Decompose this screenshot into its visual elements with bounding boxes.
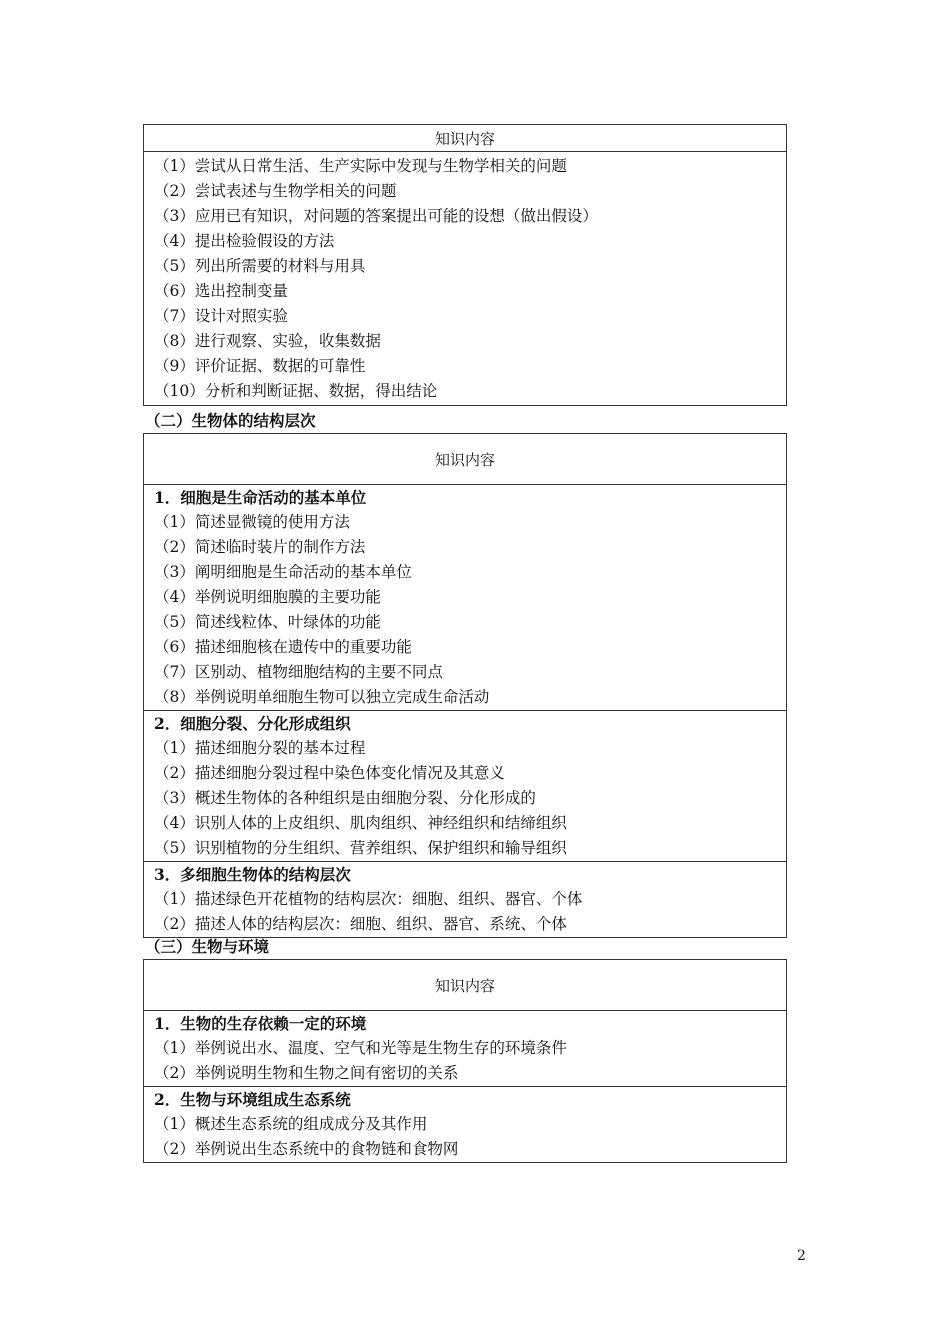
section-title: 1．生物的生存依赖一定的环境 xyxy=(154,1014,367,1033)
section-heading-structure: （二）生物体的结构层次 xyxy=(145,411,316,430)
list-item: （1）简述显微镜的使用方法 xyxy=(154,513,350,531)
list-item: （2）简述临时装片的制作方法 xyxy=(154,538,366,556)
list-item: （9）评价证据、数据的可靠性 xyxy=(154,357,366,375)
list-item: （1）尝试从日常生活、生产实际中发现与生物学相关的问题 xyxy=(154,157,567,175)
list-item: （5）简述线粒体、叶绿体的功能 xyxy=(154,613,381,631)
list-item: （3）应用已有知识，对问题的答案提出可能的设想（做出假设） xyxy=(154,207,598,225)
list-item: （4）举例说明细胞膜的主要功能 xyxy=(154,588,381,606)
list-item: （1）举例说出水、温度、空气和光等是生物生存的环境条件 xyxy=(154,1039,567,1057)
list-item: （8）进行观察、实验，收集数据 xyxy=(154,332,381,350)
table-section xyxy=(144,1011,786,1086)
inquiry-skills-table xyxy=(143,124,787,406)
list-item: （7）区别动、植物细胞结构的主要不同点 xyxy=(154,663,443,681)
structure-levels-table xyxy=(143,433,787,938)
table-header: 知识内容 xyxy=(144,125,786,152)
table-section xyxy=(144,485,786,710)
list-item: （2）举例说出生态系统中的食物链和食物网 xyxy=(154,1140,459,1158)
page-number: 2 xyxy=(797,1248,806,1264)
list-item: （8）举例说明单细胞生物可以独立完成生命活动 xyxy=(154,688,490,706)
list-item: （2）描述细胞分裂过程中染色体变化情况及其意义 xyxy=(154,764,505,782)
table-section xyxy=(144,710,786,861)
section-title: 2．细胞分裂、分化形成组织 xyxy=(154,714,351,733)
list-item: （6）选出控制变量 xyxy=(154,282,288,300)
section-title: 2．生物与环境组成生态系统 xyxy=(154,1090,351,1109)
section-title: 3．多细胞生物体的结构层次 xyxy=(154,865,351,884)
section-heading-environment: （三）生物与环境 xyxy=(145,937,270,956)
list-item: （5）识别植物的分生组织、营养组织、保护组织和输导组织 xyxy=(154,839,567,857)
list-item: （5）列出所需要的材料与用具 xyxy=(154,257,366,275)
list-item: （4）提出检验假设的方法 xyxy=(154,232,335,250)
list-item: （3）阐明细胞是生命活动的基本单位 xyxy=(154,563,412,581)
table-section xyxy=(144,861,786,937)
table-section xyxy=(144,1086,786,1162)
list-item: （1）描述绿色开花植物的结构层次：细胞、组织、器官、个体 xyxy=(154,890,583,908)
list-item: （2）举例说明生物和生物之间有密切的关系 xyxy=(154,1064,459,1082)
table-header: 知识内容 xyxy=(144,434,786,485)
list-item: （7）设计对照实验 xyxy=(154,307,288,325)
list-item: （10）分析和判断证据、数据，得出结论 xyxy=(154,382,438,400)
list-item: （3）概述生物体的各种组织是由细胞分裂、分化形成的 xyxy=(154,789,536,807)
list-item: （6）描述细胞核在遗传中的重要功能 xyxy=(154,638,412,656)
list-item: （2）尝试表述与生物学相关的问题 xyxy=(154,182,397,200)
environment-table xyxy=(143,959,787,1163)
list-item: （2）描述人体的结构层次：细胞、组织、器官、系统、个体 xyxy=(154,915,567,933)
section-title: 1．细胞是生命活动的基本单位 xyxy=(154,488,367,507)
table-body xyxy=(144,152,786,405)
list-item: （1）概述生态系统的组成成分及其作用 xyxy=(154,1115,428,1133)
list-item: （1）描述细胞分裂的基本过程 xyxy=(154,739,366,757)
table-header: 知识内容 xyxy=(144,960,786,1011)
list-item: （4）识别人体的上皮组织、肌肉组织、神经组织和结缔组织 xyxy=(154,814,567,832)
